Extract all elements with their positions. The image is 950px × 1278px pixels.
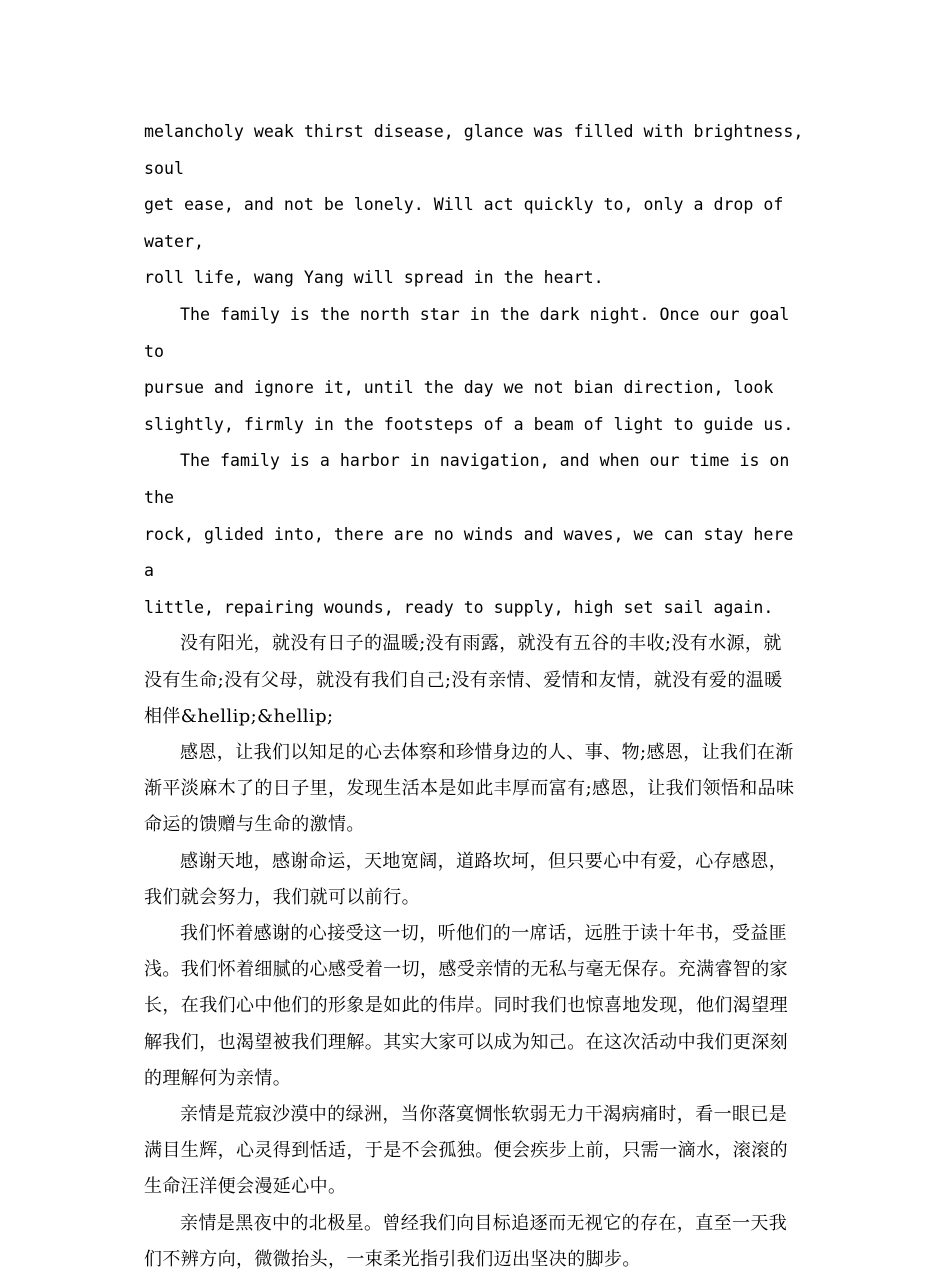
paragraph-chinese-6: 亲情是黑夜中的北极星。曾经我们向目标追逐而无视它的存在，直至一天我 们不辨方向，微微抬头，一束柔光指引我们迈出坚决的脚步。	[144, 1212, 788, 1270]
paragraph-english-1: melancholy weak thirst disease, glance was filled with brightness, soul get ease, and not be lonely. Will act quickly to, only a drop of water, roll life, wang Yang will spread in the heart.	[144, 122, 804, 288]
paragraph-chinese-2: 感恩，让我们以知足的心去体察和珍惜身边的人、事、物;感恩，让我们在渐 渐平淡麻木了的日子里，发现生活本是如此丰厚而富有;感恩，让我们领悟和品味 命运的馈赠与生命的激情。	[144, 741, 795, 836]
paragraph-chinese-5: 亲情是荒寂沙漠中的绿洲，当你落寞惆怅软弱无力干渴病痛时，看一眼已是 满目生辉，心灵得到恬适，于是不会孤独。便会疾步上前，只需一滴水，滚滚的 生命汪洋便会漫延心中。	[144, 1103, 788, 1198]
paragraph-english-2: The family is the north star in the dark night. Once our goal to pursue and ignore it, until the day we not bian direction, look slightly, firmly in the footsteps of a beam of light to guide us.	[144, 304, 794, 434]
paragraph-chinese-3: 感谢天地，感谢命运，天地宽阔，道路坎坷，但只要心中有爱，心存感恩， 我们就会努力，我们就可以前行。	[144, 850, 788, 908]
paragraph-english-3: The family is a harbor in navigation, and when our time is on the rock, glided into, there are no winds and waves, we can stay here a little, repairing wounds, ready to supply, high set sail again.	[144, 451, 794, 617]
paragraph-chinese-1: 没有阳光，就没有日子的温暖;没有雨露，就没有五谷的丰收;没有水源，就 没有生命;没有父母，就没有我们自己;没有亲情、爱情和友情，就没有爱的温暖 相伴&hellip;&hellip;	[144, 633, 783, 727]
document-body	[144, 114, 809, 1278]
paragraph-chinese-4: 我们怀着感谢的心接受这一切，听他们的一席话，远胜于读十年书，受益匪 浅。我们怀着细腻的心感受着一切，感受亲情的无私与毫无保存。充满睿智的家 长，在我们心中他们的形象是如此的伟岸。同时我们也惊喜地发现，他们渴望理 解我们，也渴望被我们理解。其实大家可以成为知己。在这次活动中我们更深刻 的理解何为亲情。	[144, 922, 788, 1089]
